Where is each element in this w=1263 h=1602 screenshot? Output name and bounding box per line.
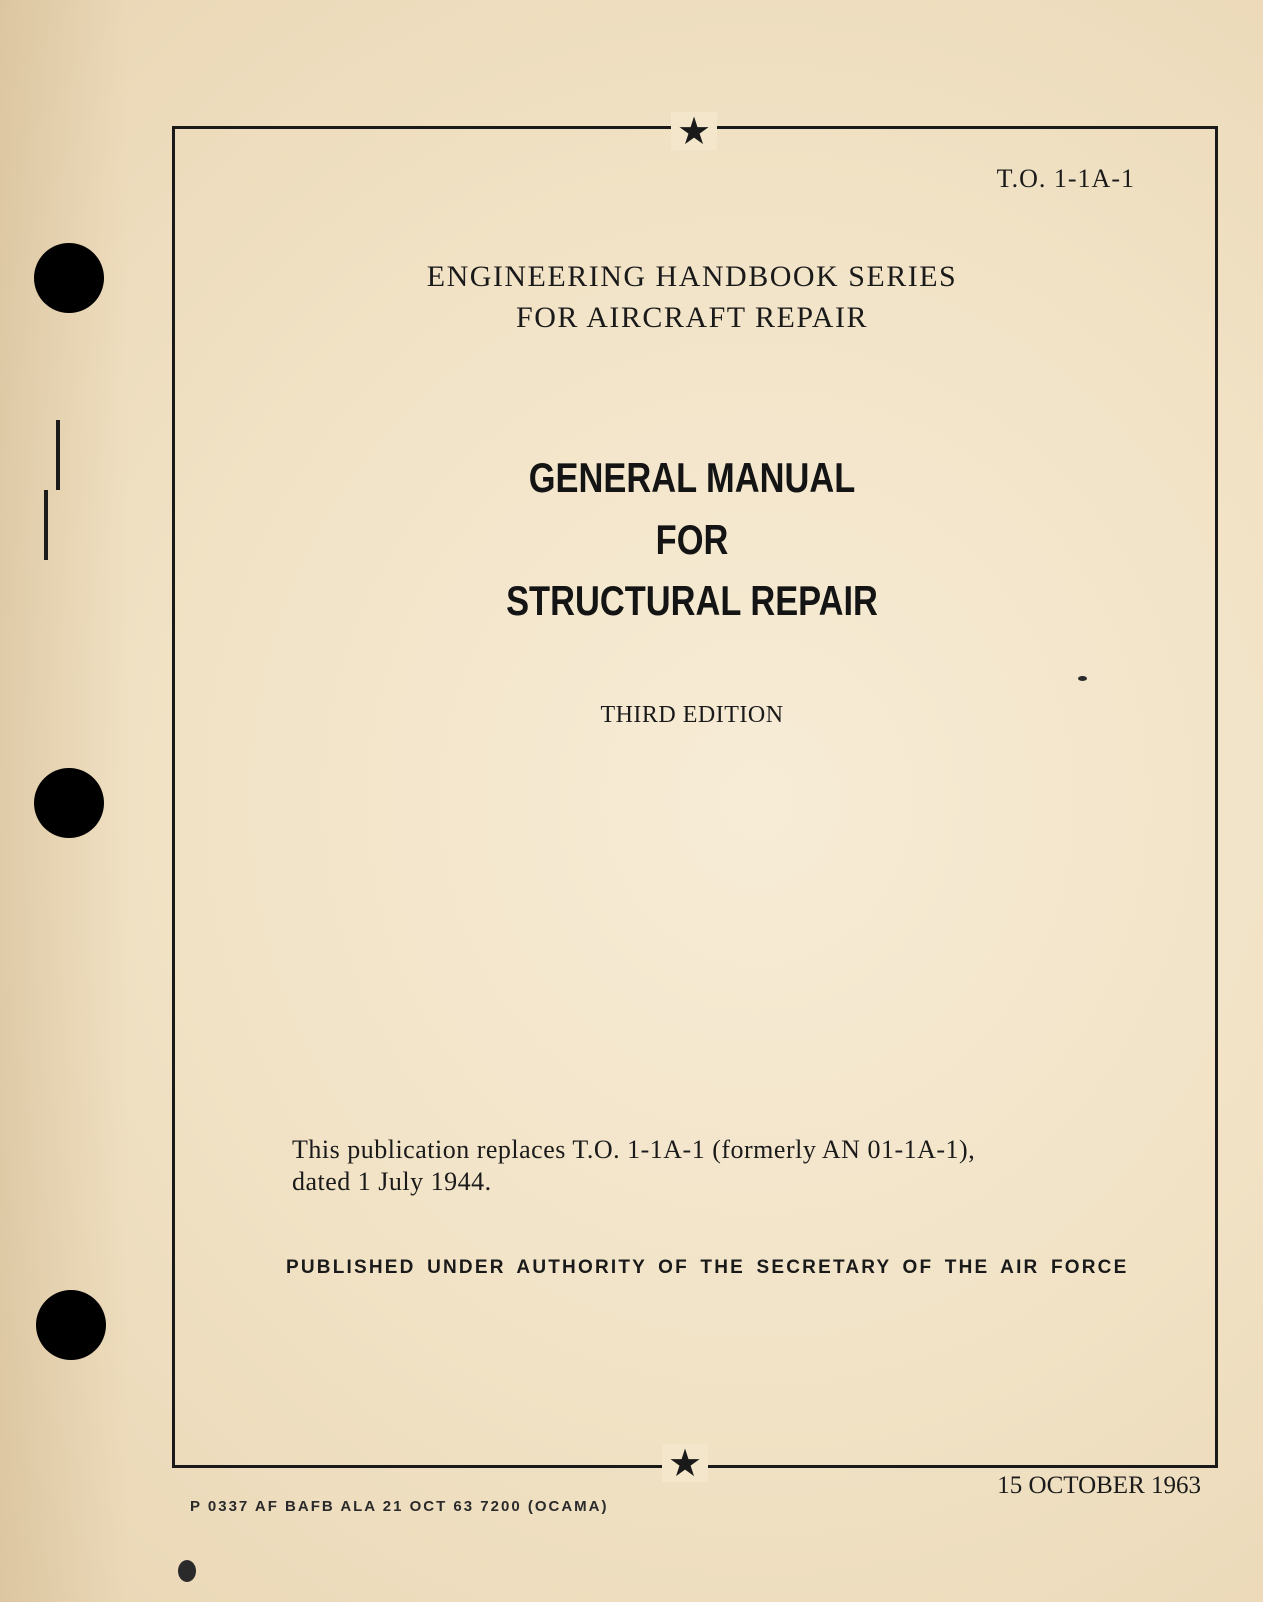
print-code: P 0337 AF BAFB ALA 21 OCT 63 7200 (OCAMA) <box>190 1498 609 1515</box>
publication-date: 15 OCTOBER 1963 <box>997 1472 1201 1499</box>
punch-hole-middle <box>34 768 104 838</box>
title-line-2: FOR <box>655 516 729 563</box>
technical-order-number: T.O. 1-1A-1 <box>996 164 1135 193</box>
star-icon-bottom: ★ <box>662 1444 708 1482</box>
replacement-notice-line-1: This publication replaces T.O. 1-1A-1 (formerly AN 01-1A-1), <box>292 1135 976 1164</box>
staple-mark-lower <box>44 490 48 560</box>
punch-hole-bottom <box>36 1290 106 1360</box>
ink-speck-bottom <box>178 1560 196 1582</box>
replacement-notice <box>292 1134 975 1198</box>
authority-statement: PUBLISHED UNDER AUTHORITY OF THE SECRETARY OF THE AIR FORCE <box>286 1257 1129 1278</box>
title-line-1: GENERAL MANUAL <box>528 454 856 501</box>
staple-mark <box>56 420 60 490</box>
series-line-1: ENGINEERING HANDBOOK SERIES <box>426 260 958 293</box>
series-line-2: FOR AIRCRAFT REPAIR <box>516 301 868 334</box>
replacement-notice-line-2: dated 1 July 1944. <box>292 1167 492 1196</box>
title-line-3: STRUCTURAL REPAIR <box>506 577 878 624</box>
edition-label: THIRD EDITION <box>600 702 784 728</box>
star-icon-top: ★ <box>671 112 717 150</box>
